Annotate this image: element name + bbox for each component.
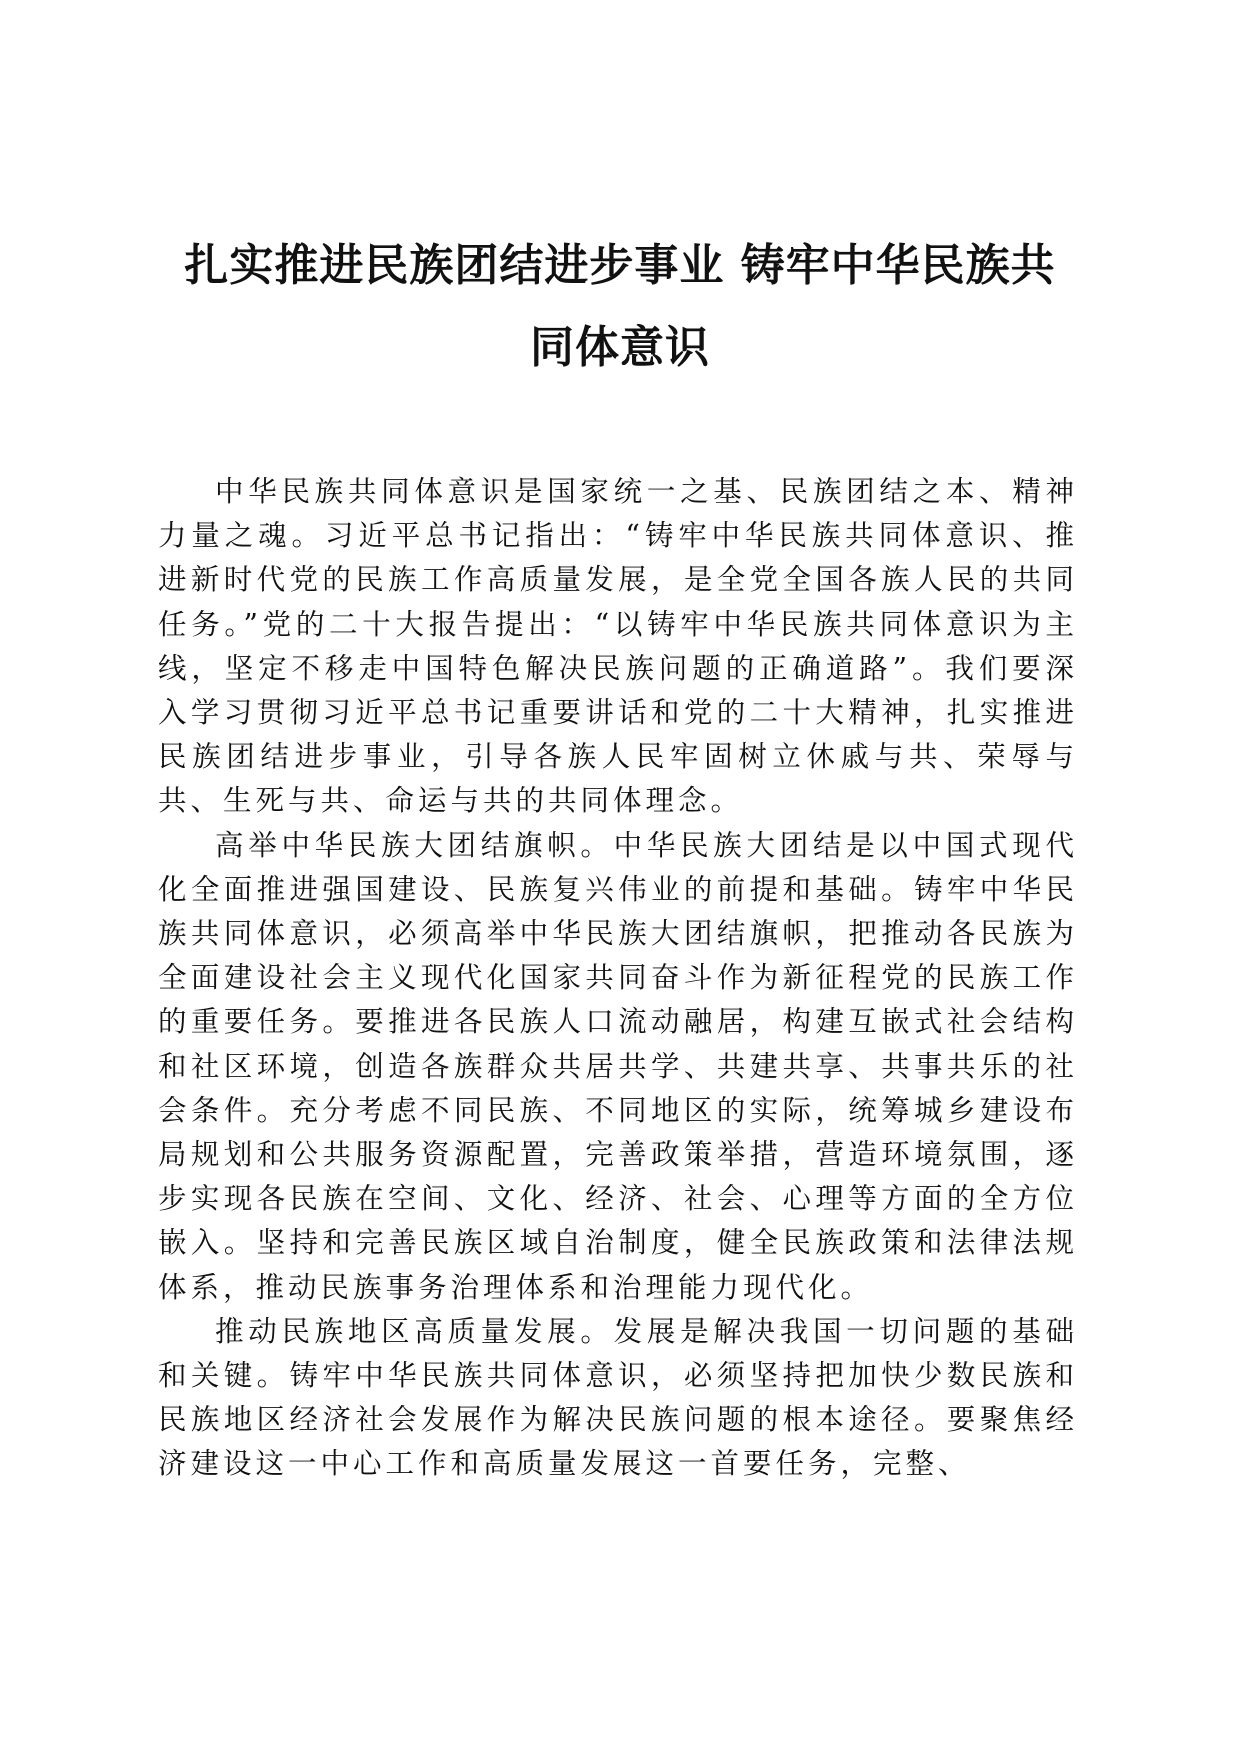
paragraph-1: 中华民族共同体意识是国家统一之基、民族团结之本、精神力量之魂。习近平总书记指出：“铸牢中华民族共同体意识、推进新时代党的民族工作高质量发展，是全党全国各族人民的共同任务。”党的二十大报告提出：“以铸牢中华民族共同体意识为主线，坚定不移走中国特色解决民族问题的正确道路”。我们要深入学习贯彻习近平总书记重要讲话和党的二十大精神，扎实推进民族团结进步事业，引导各族人民牢固树立休戚与共、荣辱与共、生死与共、命运与共的共同体理念。 xyxy=(158,475,1078,818)
title-line-1: 扎实推进民族团结进步事业 铸牢中华民族共 xyxy=(184,240,1056,291)
paragraph-3: 推动民族地区高质量发展。发展是解决我国一切问题的基础和关键。铸牢中华民族共同体意识，必须坚持把加快少数民族和民族地区经济社会发展作为解决民族问题的根本途径。要聚焦经济建设这一中心工作和高质量发展这一首要任务，完整、 xyxy=(158,1314,1078,1481)
title-line-2: 同体意识 xyxy=(530,322,710,373)
document-body xyxy=(158,470,1078,1487)
paragraph-2: 高举中华民族大团结旗帜。中华民族大团结是以中国式现代化全面推进强国建设、民族复兴伟业的前提和基础。铸牢中华民族共同体意识，必须高举中华民族大团结旗帜，把推动各民族为全面建设社会主义现代化国家共同奋斗作为新征程党的民族工作的重要任务。要推进各民族人口流动融居，构建互嵌式社会结构和社区环境，创造各族群众共居共学、共建共享、共事共乐的社会条件。充分考虑不同民族、不同地区的实际，统筹城乡建设布局规划和公共服务资源配置，完善政策举措，营造环境氛围，逐步实现各民族在空间、文化、经济、社会、心理等方面的全方位嵌入。坚持和完善民族区域自治制度，健全民族政策和法律法规体系，推动民族事务治理体系和治理能力现代化。 xyxy=(158,828,1078,1304)
document-title xyxy=(150,225,1090,389)
